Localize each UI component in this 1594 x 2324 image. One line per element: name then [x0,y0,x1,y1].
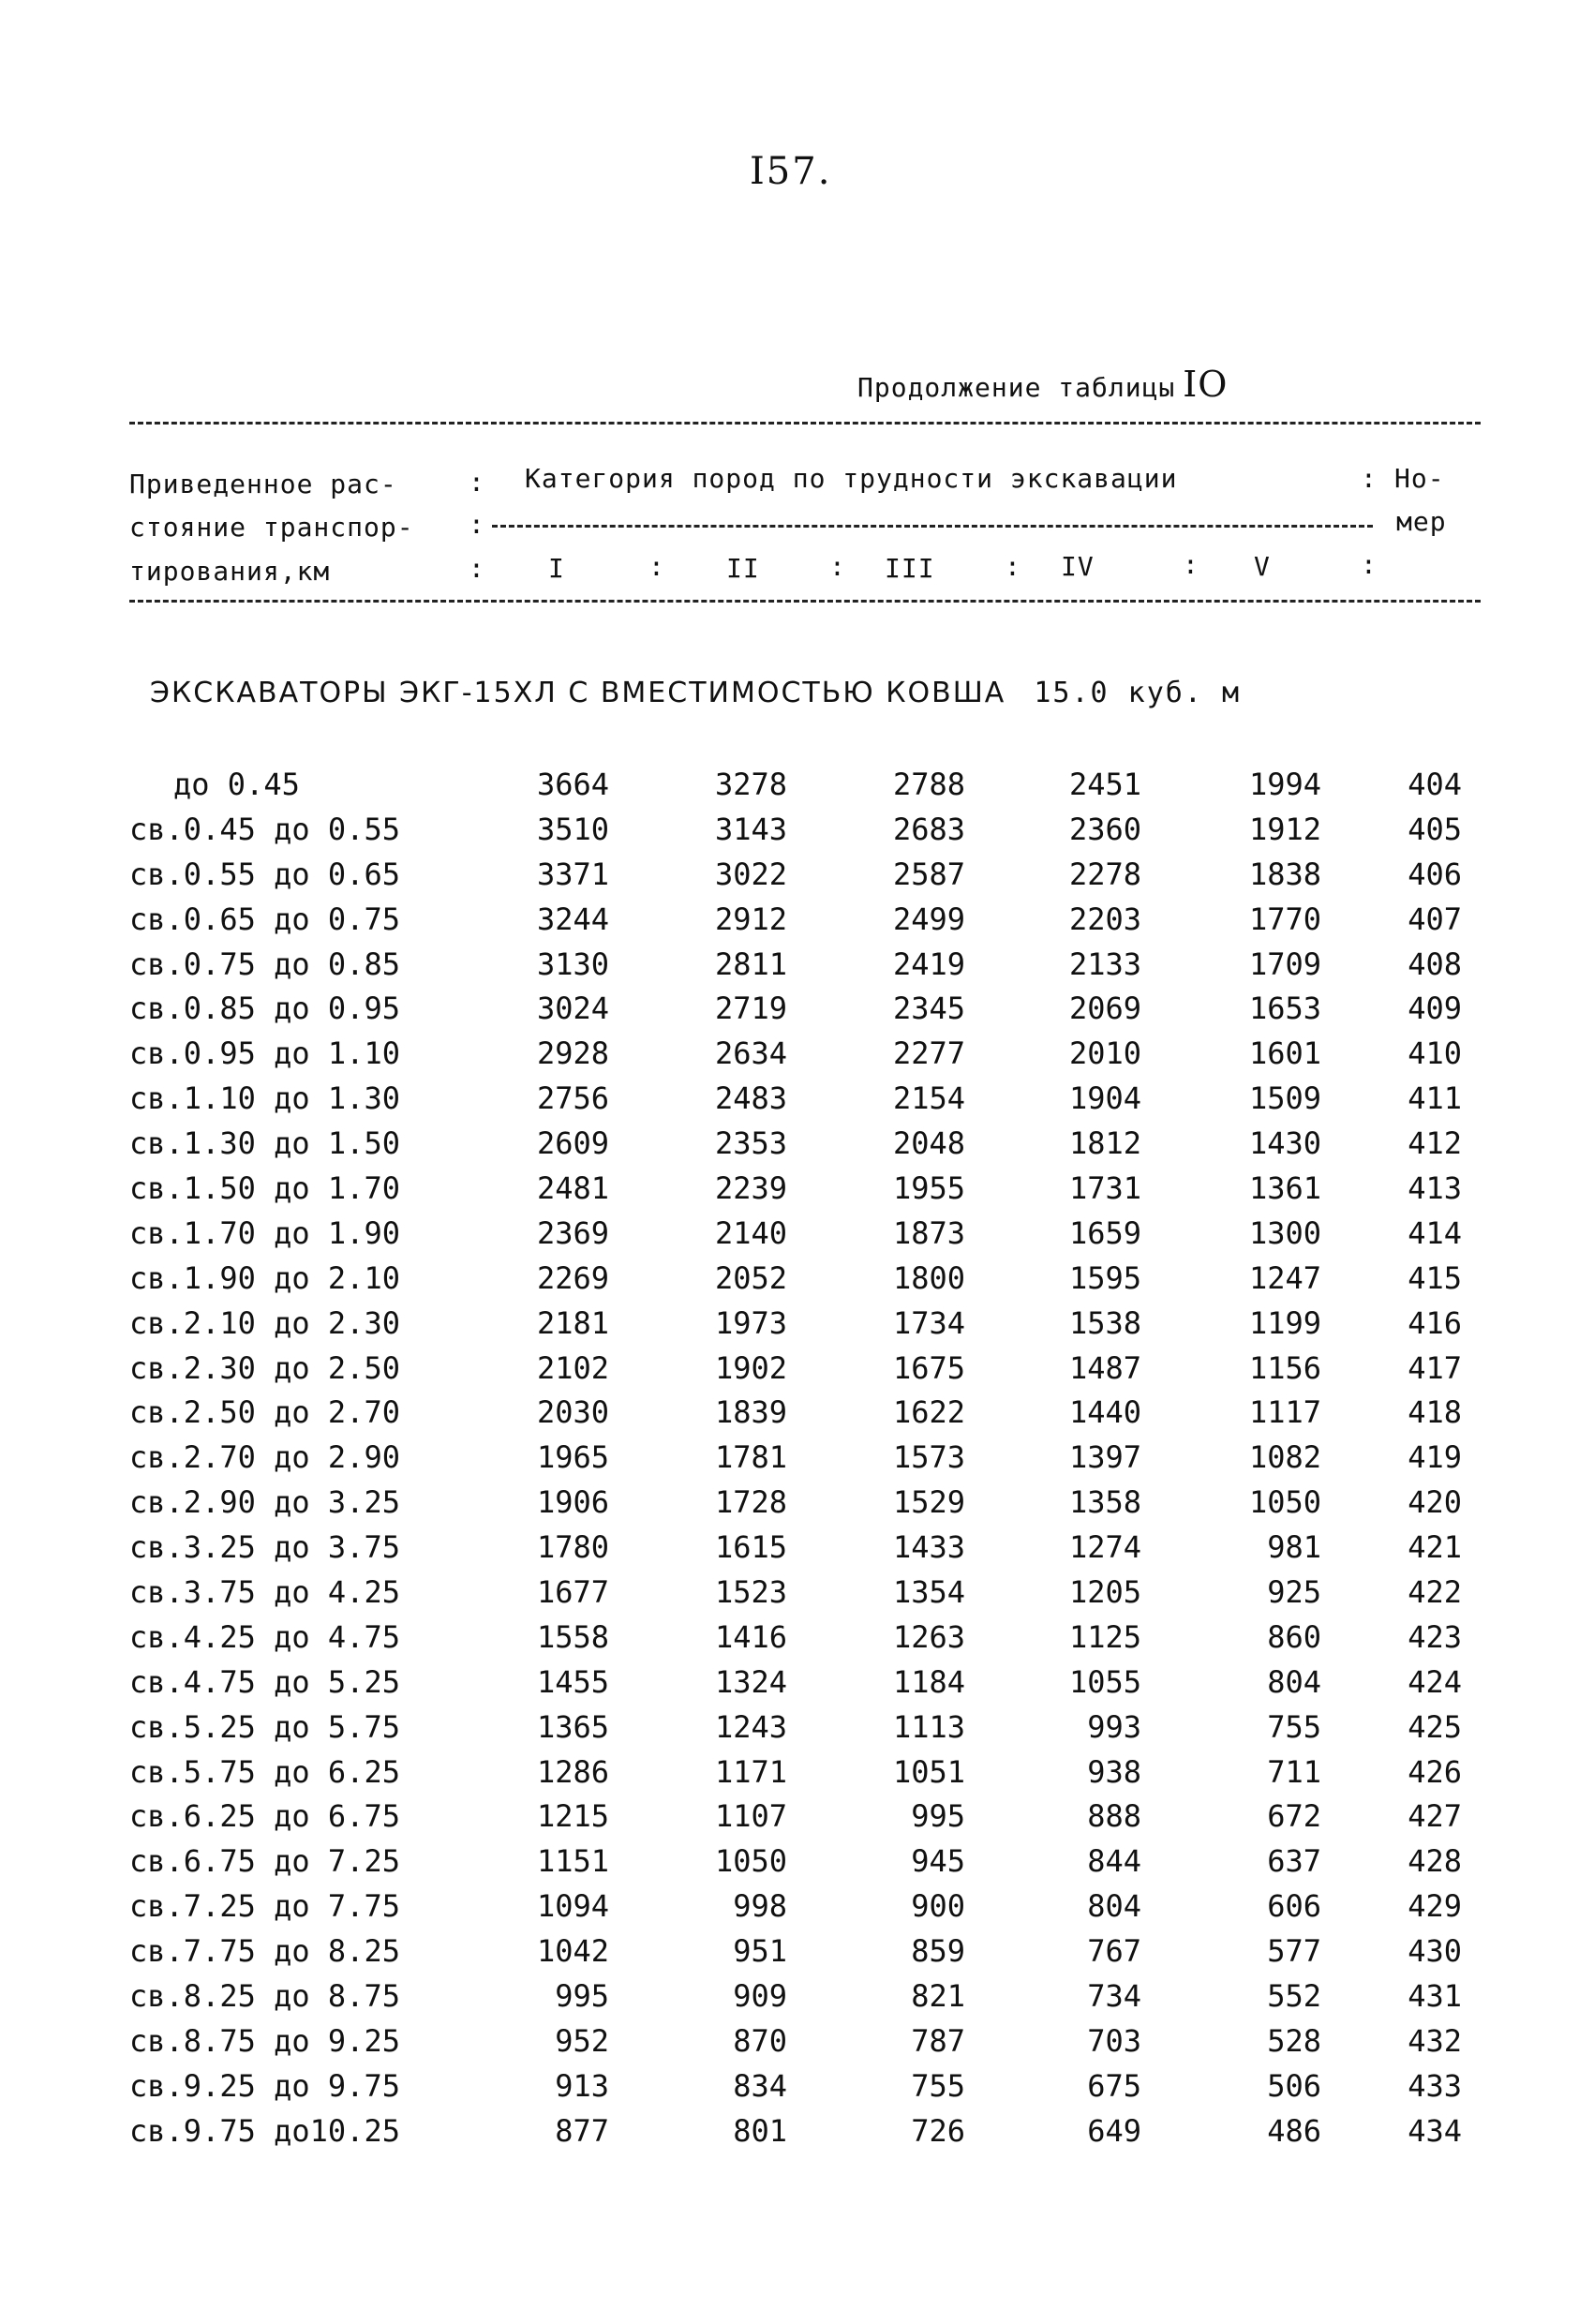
category-3-value: 726 [911,2112,965,2149]
category-3-value: 859 [911,1933,965,1970]
category-5-value: 552 [1267,1978,1321,2015]
category-2-value: 951 [733,1933,787,1970]
category-5-value: 1430 [1248,1125,1321,1162]
category-4-value: 1659 [1068,1214,1141,1251]
category-3-value: 2048 [892,1125,965,1162]
category-3-value: 995 [911,1798,965,1835]
table-row [0,1484,1594,1529]
row-number: 422 [1408,1574,1462,1611]
category-1-value: 2030 [536,1394,609,1431]
category-5-value: 1117 [1248,1394,1321,1431]
category-5-value: 1994 [1248,767,1321,802]
row-number: 431 [1408,1978,1462,2015]
category-4-value: 1595 [1068,1259,1141,1296]
category-5-value: 1300 [1248,1214,1321,1251]
header-category-title: Категория пород по трудности экскавации [525,463,1178,494]
category-2-value: 2811 [714,946,787,982]
category-2-value: 1615 [714,1529,787,1566]
category-4-value: 1487 [1068,1349,1141,1386]
header-separator: : [648,551,664,582]
category-2-value: 1902 [714,1349,787,1386]
row-number: 420 [1408,1484,1462,1521]
category-5-value: 1509 [1248,1080,1321,1117]
row-number: 414 [1408,1214,1462,1251]
row-number: 408 [1408,946,1462,982]
category-5-value: 1247 [1248,1259,1321,1296]
table-row [0,1933,1594,1978]
category-1-value: 3664 [536,767,609,802]
category-4-value: 1812 [1068,1125,1141,1162]
table-row [0,857,1594,901]
row-number: 434 [1408,2112,1462,2149]
section-bucket-volume: 15.0 куб. м [1034,677,1242,709]
distance-range: св.0.95 до 1.10 [129,1035,400,1072]
category-1-value: 1151 [536,1843,609,1880]
distance-range: св.4.75 до 5.25 [129,1663,400,1700]
table-row [0,1260,1594,1305]
category-4-value: 1904 [1068,1080,1141,1117]
category-1-value: 1677 [536,1574,609,1611]
category-2-value: 2052 [714,1259,787,1296]
distance-range: св.8.75 до 9.25 [129,2022,400,2059]
category-5-value: 1082 [1248,1439,1321,1476]
category-1-value: 1365 [536,1708,609,1745]
category-4-value: 1055 [1068,1663,1141,1700]
category-5-value: 1199 [1248,1304,1321,1341]
row-number: 426 [1408,1753,1462,1790]
table-row [0,1619,1594,1664]
category-3-value: 1955 [892,1170,965,1207]
table-top-rule [129,422,1481,425]
distance-range: св.0.85 до 0.95 [129,991,400,1027]
category-1-value: 1042 [536,1933,609,1970]
category-5-value: 981 [1267,1529,1321,1566]
category-3-value: 2154 [892,1080,965,1117]
category-4-value: 844 [1087,1843,1141,1880]
category-5-value: 804 [1267,1663,1321,1700]
category-3-value: 2345 [892,991,965,1027]
category-2-value: 2483 [714,1080,787,1117]
category-3-value: 2683 [892,811,965,847]
header-number-line2: мер [1396,506,1447,537]
category-1-value: 1094 [536,1888,609,1925]
category-4-value: 2278 [1068,856,1141,892]
category-1-value: 877 [555,2112,609,2149]
category-5-value: 1050 [1248,1484,1321,1521]
category-2-value: 834 [733,2067,787,2104]
distance-range: св.2.50 до 2.70 [129,1394,400,1431]
category-1-value: 2756 [536,1080,609,1117]
header-separator: : [469,553,484,584]
table-row [0,1664,1594,1709]
row-number: 432 [1408,2022,1462,2059]
distance-range: св.9.75 до10.25 [129,2112,400,2149]
row-number: 405 [1408,811,1462,847]
distance-range: св.8.25 до 8.75 [129,1978,400,2015]
table-row [0,991,1594,1035]
table-row [0,1125,1594,1170]
table-row [0,1080,1594,1125]
category-3-value: 1051 [892,1753,965,1790]
distance-range: св.0.65 до 0.75 [129,901,400,937]
category-3-value: 787 [911,2022,965,2059]
category-3-value: 2788 [892,767,965,802]
category-1-value: 3244 [536,901,609,937]
header-separator: : [469,467,484,498]
row-number: 417 [1408,1349,1462,1386]
row-number: 411 [1408,1080,1462,1117]
distance-range: св.2.10 до 2.30 [129,1304,400,1341]
row-number: 430 [1408,1933,1462,1970]
header-separator: : [1361,549,1377,580]
category-2-value: 3143 [714,811,787,847]
category-4-value: 1205 [1068,1574,1141,1611]
section-title [150,677,1241,709]
header-category-3: III [885,553,935,584]
category-4-value: 767 [1087,1933,1141,1970]
category-2-value: 1416 [714,1618,787,1655]
category-3-value: 821 [911,1978,965,2015]
category-4-value: 804 [1087,1888,1141,1925]
category-2-value: 1050 [714,1843,787,1880]
table-row [0,2113,1594,2158]
category-2-value: 998 [733,1888,787,1925]
category-3-value: 1433 [892,1529,965,1566]
category-2-value: 1107 [714,1798,787,1835]
category-5-value: 1838 [1248,856,1321,892]
distance-range: св.1.10 до 1.30 [129,1080,400,1117]
category-5-value: 506 [1267,2067,1321,2104]
category-3-value: 755 [911,2067,965,2104]
category-1-value: 952 [555,2022,609,2059]
category-1-value: 2269 [536,1259,609,1296]
category-4-value: 2069 [1068,991,1141,1027]
row-number: 421 [1408,1529,1462,1566]
category-4-value: 675 [1087,2067,1141,2104]
table-row [0,1035,1594,1080]
row-number: 433 [1408,2067,1462,2104]
row-number: 413 [1408,1170,1462,1207]
category-3-value: 1529 [892,1484,965,1521]
category-5-value: 1912 [1248,811,1321,847]
category-1-value: 3130 [536,946,609,982]
category-1-value: 2102 [536,1349,609,1386]
category-2-value: 2719 [714,991,787,1027]
category-4-value: 649 [1087,2112,1141,2149]
category-4-value: 734 [1087,1978,1141,2015]
distance-range: св.6.25 до 6.75 [129,1798,400,1835]
header-category-1: I [548,553,565,584]
table-row [0,1798,1594,1843]
distance-range: св.0.45 до 0.55 [129,811,400,847]
category-1-value: 1286 [536,1753,609,1790]
distance-range: св.2.30 до 2.50 [129,1349,400,1386]
distance-range: св.5.75 до 6.25 [129,1753,400,1790]
table-row [0,1843,1594,1888]
table-row [0,767,1594,812]
distance-range: св.0.55 до 0.65 [129,856,400,892]
header-distance-line3: тирования,км [129,556,331,587]
category-2-value: 2140 [714,1214,787,1251]
table-row [0,1978,1594,2023]
category-1-value: 1906 [536,1484,609,1521]
distance-range: св.4.25 до 4.75 [129,1618,400,1655]
distance-range: св.1.30 до 1.50 [129,1125,400,1162]
category-2-value: 1324 [714,1663,787,1700]
row-number: 415 [1408,1259,1462,1296]
distance-range: св.3.25 до 3.75 [129,1529,400,1566]
table-number: IO [1183,364,1229,405]
category-5-value: 528 [1267,2022,1321,2059]
distance-range: св.1.90 до 2.10 [129,1259,400,1296]
distance-range: св.3.75 до 4.25 [129,1574,400,1611]
distance-range: св.7.75 до 8.25 [129,1933,400,1970]
category-5-value: 925 [1267,1574,1321,1611]
row-number: 424 [1408,1663,1462,1700]
category-1-value: 1965 [536,1439,609,1476]
category-3-value: 1622 [892,1394,965,1431]
row-number: 429 [1408,1888,1462,1925]
category-2-value: 3278 [714,767,787,802]
table-row [0,2023,1594,2068]
row-number: 418 [1408,1394,1462,1431]
row-number: 416 [1408,1304,1462,1341]
category-3-value: 1800 [892,1259,965,1296]
table-continuation-caption [857,364,1228,405]
category-4-value: 1274 [1068,1529,1141,1566]
category-2-value: 1781 [714,1439,787,1476]
category-3-value: 1113 [892,1708,965,1745]
category-3-value: 1573 [892,1439,965,1476]
category-2-value: 3022 [714,856,787,892]
category-3-value: 1734 [892,1304,965,1341]
category-4-value: 2203 [1068,901,1141,937]
category-3-value: 1354 [892,1574,965,1611]
table-row [0,1709,1594,1754]
category-2-value: 2634 [714,1035,787,1072]
table-row [0,2068,1594,2113]
table-header-bottom-rule [129,600,1481,603]
category-4-value: 2360 [1068,811,1141,847]
page-number: I57. [750,150,832,193]
category-1-value: 913 [555,2067,609,2104]
category-1-value: 2369 [536,1214,609,1251]
category-4-value: 1358 [1068,1484,1141,1521]
header-category-5: V [1254,551,1271,582]
category-5-value: 577 [1267,1933,1321,1970]
category-2-value: 1243 [714,1708,787,1745]
category-4-value: 993 [1087,1708,1141,1745]
section-title-text: ЭКСКАВАТОРЫ ЭКГ-15ХЛ С ВМЕСТИМОСТЬЮ КОВША [150,677,1006,709]
category-1-value: 1215 [536,1798,609,1835]
category-5-value: 637 [1267,1843,1321,1880]
category-4-value: 1538 [1068,1304,1141,1341]
distance-range: до 0.45 [173,767,300,802]
row-number: 410 [1408,1035,1462,1072]
category-5-value: 755 [1267,1708,1321,1745]
table-row [0,1754,1594,1799]
category-3-value: 2587 [892,856,965,892]
header-separator: : [829,551,845,582]
row-number: 406 [1408,856,1462,892]
category-5-value: 486 [1267,2112,1321,2149]
table-row [0,1350,1594,1395]
row-number: 419 [1408,1439,1462,1476]
category-5-value: 711 [1267,1753,1321,1790]
category-4-value: 888 [1087,1798,1141,1835]
table-row [0,1574,1594,1619]
category-2-value: 909 [733,1978,787,2015]
category-1-value: 1780 [536,1529,609,1566]
distance-range: св.1.70 до 1.90 [129,1214,400,1251]
category-1-value: 3371 [536,856,609,892]
header-separator: : [1361,463,1377,494]
category-3-value: 2277 [892,1035,965,1072]
category-5-value: 1361 [1248,1170,1321,1207]
category-2-value: 1171 [714,1753,787,1790]
table-row [0,1888,1594,1933]
category-3-value: 1184 [892,1663,965,1700]
category-4-value: 1731 [1068,1170,1141,1207]
header-separator: : [1183,549,1199,580]
distance-range: св.1.50 до 1.70 [129,1170,400,1207]
header-distance-line1: Приведенное рас- [129,469,397,499]
category-1-value: 3510 [536,811,609,847]
row-number: 423 [1408,1618,1462,1655]
category-3-value: 900 [911,1888,965,1925]
table-row [0,812,1594,857]
table-row [0,901,1594,946]
distance-range: св.9.25 до 9.75 [129,2067,400,2104]
header-number-line1: Но- [1394,463,1445,494]
distance-range: св.2.70 до 2.90 [129,1439,400,1476]
table-row [0,1439,1594,1484]
table-row [0,1529,1594,1574]
category-4-value: 2010 [1068,1035,1141,1072]
category-1-value: 995 [555,1978,609,2015]
row-number: 427 [1408,1798,1462,1835]
category-3-value: 945 [911,1843,965,1880]
table-row [0,1170,1594,1215]
category-4-value: 938 [1087,1753,1141,1790]
category-5-value: 860 [1267,1618,1321,1655]
category-2-value: 1728 [714,1484,787,1521]
category-5-value: 1770 [1248,901,1321,937]
category-1-value: 2928 [536,1035,609,1072]
header-inner-rule [492,525,1373,528]
category-2-value: 801 [733,2112,787,2149]
row-number: 407 [1408,901,1462,937]
table-row [0,1305,1594,1350]
category-3-value: 1675 [892,1349,965,1386]
category-2-value: 1523 [714,1574,787,1611]
row-number: 409 [1408,991,1462,1027]
category-2-value: 2912 [714,901,787,937]
distance-range: св.7.25 до 7.75 [129,1888,400,1925]
category-3-value: 2499 [892,901,965,937]
category-2-value: 1839 [714,1394,787,1431]
table-body [0,767,1594,2158]
category-4-value: 1397 [1068,1439,1141,1476]
row-number: 428 [1408,1843,1462,1880]
category-1-value: 1455 [536,1663,609,1700]
category-2-value: 2239 [714,1170,787,1207]
distance-range: св.0.75 до 0.85 [129,946,400,982]
category-4-value: 2451 [1068,767,1141,802]
header-separator: : [1005,551,1020,582]
category-5-value: 606 [1267,1888,1321,1925]
category-4-value: 1125 [1068,1618,1141,1655]
row-number: 412 [1408,1125,1462,1162]
category-3-value: 1263 [892,1618,965,1655]
table-row [0,1215,1594,1260]
category-1-value: 2481 [536,1170,609,1207]
category-3-value: 2419 [892,946,965,982]
category-1-value: 2181 [536,1304,609,1341]
category-5-value: 672 [1267,1798,1321,1835]
table-row [0,946,1594,991]
distance-range: св.6.75 до 7.25 [129,1843,400,1880]
header-category-4: IV [1061,551,1095,582]
distance-range: св.2.90 до 3.25 [129,1484,400,1521]
distance-range: св.5.25 до 5.75 [129,1708,400,1745]
category-4-value: 703 [1087,2022,1141,2059]
category-5-value: 1601 [1248,1035,1321,1072]
category-5-value: 1653 [1248,991,1321,1027]
header-category-2: II [726,553,760,584]
category-5-value: 1156 [1248,1349,1321,1386]
header-distance-line2: стояние транспор- [129,512,414,543]
category-1-value: 3024 [536,991,609,1027]
category-3-value: 1873 [892,1214,965,1251]
category-2-value: 870 [733,2022,787,2059]
header-separator: : [469,509,484,540]
category-4-value: 1440 [1068,1394,1141,1431]
category-4-value: 2133 [1068,946,1141,982]
category-1-value: 1558 [536,1618,609,1655]
row-number: 404 [1408,767,1462,802]
category-2-value: 2353 [714,1125,787,1162]
category-2-value: 1973 [714,1304,787,1341]
category-5-value: 1709 [1248,946,1321,982]
category-1-value: 2609 [536,1125,609,1162]
row-number: 425 [1408,1708,1462,1745]
continuation-label: Продолжение таблицы [857,372,1176,403]
table-row [0,1394,1594,1439]
